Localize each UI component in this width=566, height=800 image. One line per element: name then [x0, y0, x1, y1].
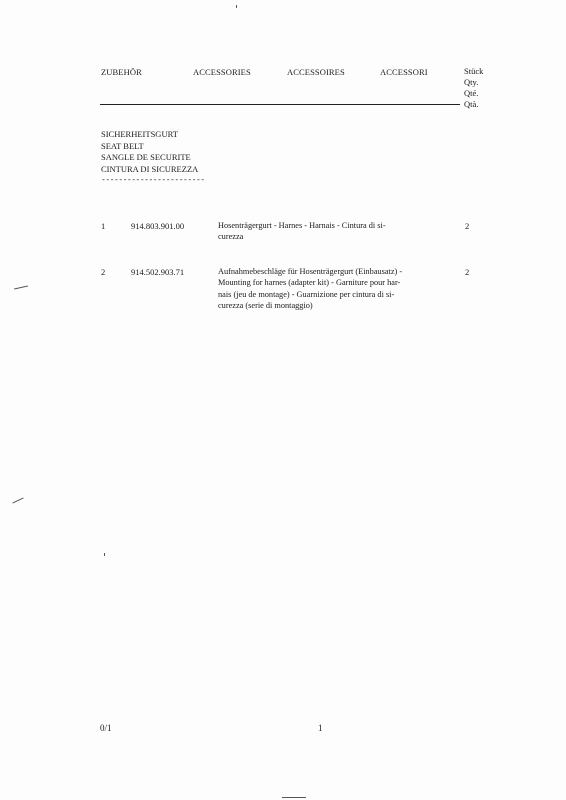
quantity-header: [464, 66, 483, 110]
header-col-german: ZUBEHÖR: [101, 67, 142, 77]
scan-speck: [104, 553, 105, 556]
qty-label-french: Qté.: [464, 88, 479, 98]
description-line: curezza (serie di montaggio): [218, 300, 313, 310]
section-title-english: SEAT BELT: [101, 140, 144, 151]
scan-mark: [14, 286, 28, 290]
section-title-block: [101, 129, 205, 185]
description-line: Aufnahmebeschläge für Hosenträgergurt (Einbausatz) -: [218, 267, 403, 276]
item-quantity: 2: [465, 267, 470, 277]
item-number: 2: [101, 267, 106, 277]
description-line: Hosenträgergurt - Harnes - Harnais - Cintura di si-: [218, 221, 386, 230]
description-line: nais (jeu de montage) - Guarnizione per cintura di si-: [218, 289, 395, 299]
header-rule: [100, 104, 460, 105]
scan-speck: [236, 5, 237, 8]
part-number: 914.803.901.00: [131, 221, 185, 231]
item-description: [218, 266, 443, 311]
scan-mark: [282, 797, 306, 798]
item-number: 1: [101, 221, 106, 231]
section-title-german: SICHERHEITSGURT: [101, 129, 178, 139]
qty-label-italian: Qtà.: [464, 99, 479, 109]
section-underline: ------------------------: [101, 175, 205, 184]
description-line: Mounting for harnes (adapter kit) - Garniture pour har-: [218, 278, 401, 288]
item-quantity: 2: [465, 221, 470, 231]
qty-label-german: Stück: [464, 66, 484, 76]
header-col-italian: ACCESSORI: [380, 67, 428, 77]
header-col-english: ACCESSORIES: [193, 67, 251, 77]
section-title-french: SANGLE DE SECURITE: [101, 152, 191, 162]
scan-mark: [12, 498, 23, 504]
item-description: [218, 220, 443, 243]
footer-code: 0/1: [100, 723, 112, 733]
page-number: 1: [318, 723, 323, 733]
qty-label-english: Qty.: [464, 77, 479, 87]
part-number: 914.502.903.71: [131, 267, 185, 277]
section-title-italian: CINTURA DI SICUREZZA: [101, 163, 199, 174]
description-line: curezza: [218, 232, 244, 242]
header-col-french: ACCESSOIRES: [287, 67, 345, 77]
